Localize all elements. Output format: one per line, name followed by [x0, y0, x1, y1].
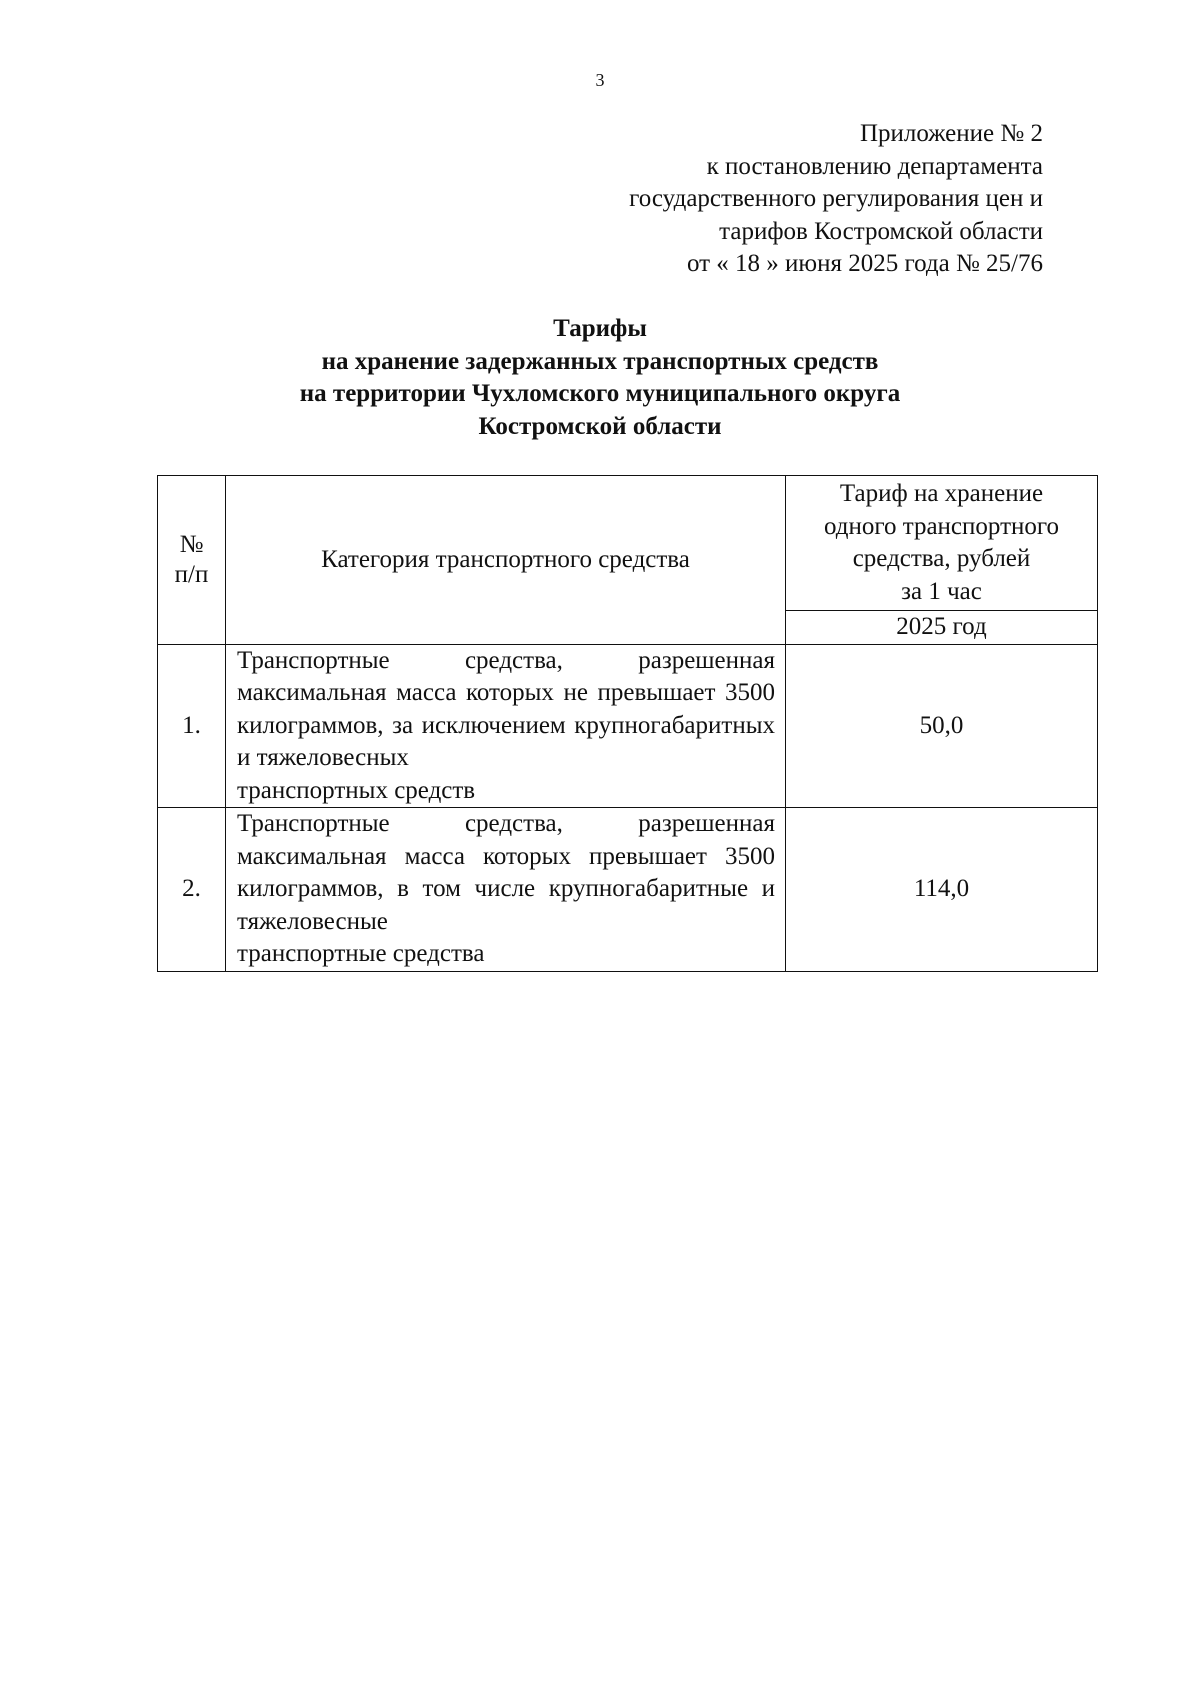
- row-category-text: Транспортные средства, разрешенная максимальная масса которых превышает 3500 килограммов, в том числе крупногабаритные и тяжеловесные: [237, 810, 775, 935]
- table-row: [158, 644, 1098, 808]
- header-tariff-cell: [786, 476, 1098, 611]
- row-category-text: Транспортные средства, разрешенная максимальная масса которых не превышает 3500 килограммов, за исключением крупногабаритных и тяжеловесных: [237, 646, 775, 771]
- title-line-3: на территории Чухломского муниципального округа: [299, 380, 901, 407]
- document-title: [0, 313, 1200, 443]
- row-tariff-value: 50,0: [786, 644, 1098, 808]
- appendix-line-5: от « 18 » июня 2025 года № 25/76: [686, 250, 1043, 277]
- appendix-line-2: к постановлению департамента: [706, 152, 1043, 180]
- row-number: 1.: [158, 644, 226, 808]
- row-category-text-end: транспортные средства: [237, 940, 485, 967]
- title-line-4: Костромской области: [478, 412, 722, 440]
- table-header-row: [158, 476, 1098, 611]
- header-category-cell: Категория транспортного средства: [226, 476, 786, 645]
- appendix-header: [523, 118, 1043, 281]
- header-number-symbol: №: [179, 530, 204, 558]
- row-category: [226, 644, 786, 808]
- title-line-2: на хранение задержанных транспортных средств: [321, 347, 879, 375]
- row-number: 2.: [158, 808, 226, 972]
- appendix-line-1: Приложение № 2: [859, 120, 1043, 147]
- header-tariff-line-2: одного транспортного: [823, 512, 1060, 540]
- table-row: [158, 808, 1098, 972]
- header-tariff-line-1: Тариф на хранение: [839, 480, 1044, 507]
- page-number: 3: [595, 70, 605, 90]
- appendix-line-4: тарифов Костромской области: [719, 217, 1043, 245]
- header-year-cell: 2025 год: [786, 611, 1098, 645]
- row-category-text-end: транспортных средств: [237, 776, 476, 804]
- title-line-1: Тарифы: [553, 315, 647, 342]
- row-tariff-value: 114,0: [786, 808, 1098, 972]
- header-tariff-line-4: за 1 час: [901, 577, 982, 605]
- header-number-abbr: п/п: [174, 560, 209, 588]
- appendix-line-3: государственного регулирования цен и: [629, 185, 1043, 212]
- header-number-cell: [158, 476, 226, 645]
- tariffs-table: [157, 475, 1098, 972]
- row-category: [226, 808, 786, 972]
- header-tariff-line-3: средства, рублей: [852, 545, 1031, 572]
